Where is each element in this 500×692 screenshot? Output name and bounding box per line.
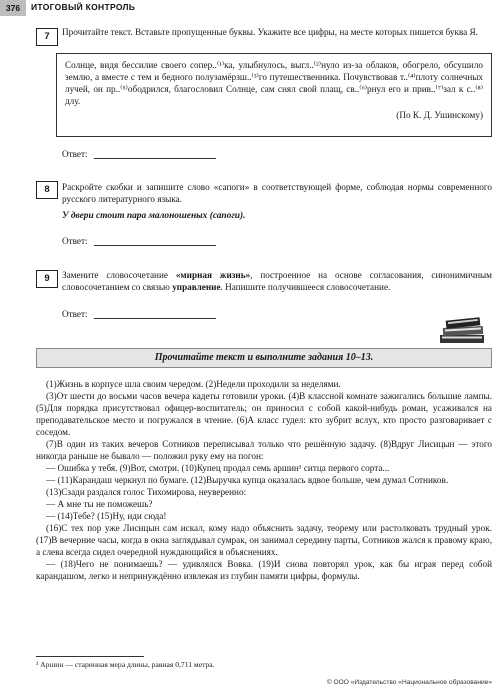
- task-8-answer-line[interactable]: [94, 245, 216, 246]
- task-7-answer-line[interactable]: [94, 158, 216, 159]
- task-9-answer-label: Ответ:: [62, 309, 88, 319]
- page-header: [0, 0, 500, 16]
- task-7-answer-label: Ответ:: [62, 149, 88, 159]
- task-7-text-box: [56, 53, 492, 137]
- task-9-instr-mid: , построенное на основе согласования, синонимичным словосочетанием со связью: [62, 270, 492, 292]
- passage-paragraph: (1)Жизнь в корпусе шла своим чередом. (2)Недели проходили за неделями.: [46, 379, 341, 389]
- footnote: ¹ Аршин — старинная мера длины, равная 0,711 метра.: [36, 660, 215, 669]
- page-number: 376: [0, 0, 26, 16]
- books-icon: [436, 316, 488, 346]
- passage-paragraph: — (18)Чего не понимаешь? — удивлялся Вовка. (19)И снова повторял урок, как бы играя перед собой карандашом, легко и непринуждённо извлекая из глубин памяти цифры, формулы.: [36, 559, 492, 581]
- task-9-answer: [62, 309, 216, 319]
- task-7-instruction: Прочитайте текст. Вставьте пропущенные буквы. Укажите все цифры, на месте которых пишется буква Я.: [62, 27, 478, 37]
- task-9-instruction: [62, 269, 492, 293]
- reading-passage: [36, 378, 492, 582]
- task-8-number: 8: [36, 181, 58, 199]
- section-banner: Прочитайте текст и выполните задания 10–13.: [36, 348, 492, 368]
- passage-paragraph: — Ошибка у тебя. (9)Вот, смотри. (10)Купец продал семь аршин¹ ситца первого сорта...: [46, 463, 390, 473]
- task-9-link-type: управление: [172, 282, 221, 292]
- task-7-answer: [62, 149, 216, 159]
- passage-paragraph: — (11)Карандаш черкнул по бумаге. (12)Выручка купца оказалась вдвое больше, чем думал Сотников.: [46, 475, 449, 485]
- passage-paragraph: — А мне ты не поможешь?: [46, 499, 153, 509]
- task-7-number: 7: [36, 28, 58, 46]
- task-8-instruction: Раскройте скобки и запишите слово «сапоги» в соответствующей форме, соблюдая нормы современного русского литературного языка.: [62, 182, 492, 204]
- passage-paragraph: (16)С тех пор уже Лисицын сам искал, кому надо объяснить задачу, теорему или растолковать трудный урок. (17)В вечерние часы, когда в окна заглядывал сумрак, он занимал середину парты, Сотников жался к правому краю, а слева всегда сидел очередной нуждающийся в объяснениях.: [36, 523, 492, 557]
- task-7-quote: Солнце, видя бессилие своего сопер..⁽¹⁾ка, улыбнулось, выгл..⁽²⁾нуло из-за облаков, обогрело, обсушило землю, а вместе с тем и бедного полузамёрзш..⁽³⁾го путешественника. Почувствовав т..⁽⁴⁾плоту солнечных лучей, он пр..⁽⁵⁾ободрился, благословил Солнце, сам снял свой плащ, св..⁽⁶⁾рнул его и прив..⁽⁷⁾зал к с..⁽⁸⁾длу.: [65, 60, 483, 106]
- task-9-phrase: «мирная жизнь»: [175, 270, 251, 280]
- copyright: © ООО «Издательство «Национальное образование»: [326, 679, 492, 686]
- task-9-instr-pre: Замените словосочетание: [62, 270, 176, 280]
- task-8-sentence: У двери стоит пара малоношеных (сапоги).: [62, 211, 246, 221]
- passage-paragraph: (13)Сзади раздался голос Тихомирова, неуверенно:: [46, 487, 247, 497]
- header-title: ИТОГОВЫЙ КОНТРОЛЬ: [31, 2, 136, 12]
- passage-paragraph: — (14)Тебе? (15)Ну, иди сюда!: [46, 511, 167, 521]
- task-9-instr-post: . Напишите получившееся словосочетание.: [220, 282, 391, 292]
- passage-paragraph: (3)От шести до восьми часов вечера кадеты готовили уроки. (4)В классной комнате зажигались большие лампы. (5)Для порядка присутствовал офицер-воспитатель; он приносил с собой какой-нибудь роман, усаживался на преподавательское место и погружался в чтение. (6)А класс гудел: кто зубрит вслух, кто просто разговаривает с соседом.: [36, 391, 492, 437]
- footnote-divider: [36, 656, 144, 657]
- passage-paragraph: (7)В один из таких вечеров Сотников переписывал только что решённую задачу. (8)Вдруг Лисицын — этого никогда раньше не бывало — положил руку ему на погон:: [36, 439, 492, 461]
- task-8-answer-label: Ответ:: [62, 236, 88, 246]
- task-8-answer: [62, 236, 216, 246]
- task-9-answer-line[interactable]: [94, 318, 216, 319]
- task-7-author: (По К. Д. Ушинскому): [396, 110, 483, 120]
- task-9-number: 9: [36, 270, 58, 288]
